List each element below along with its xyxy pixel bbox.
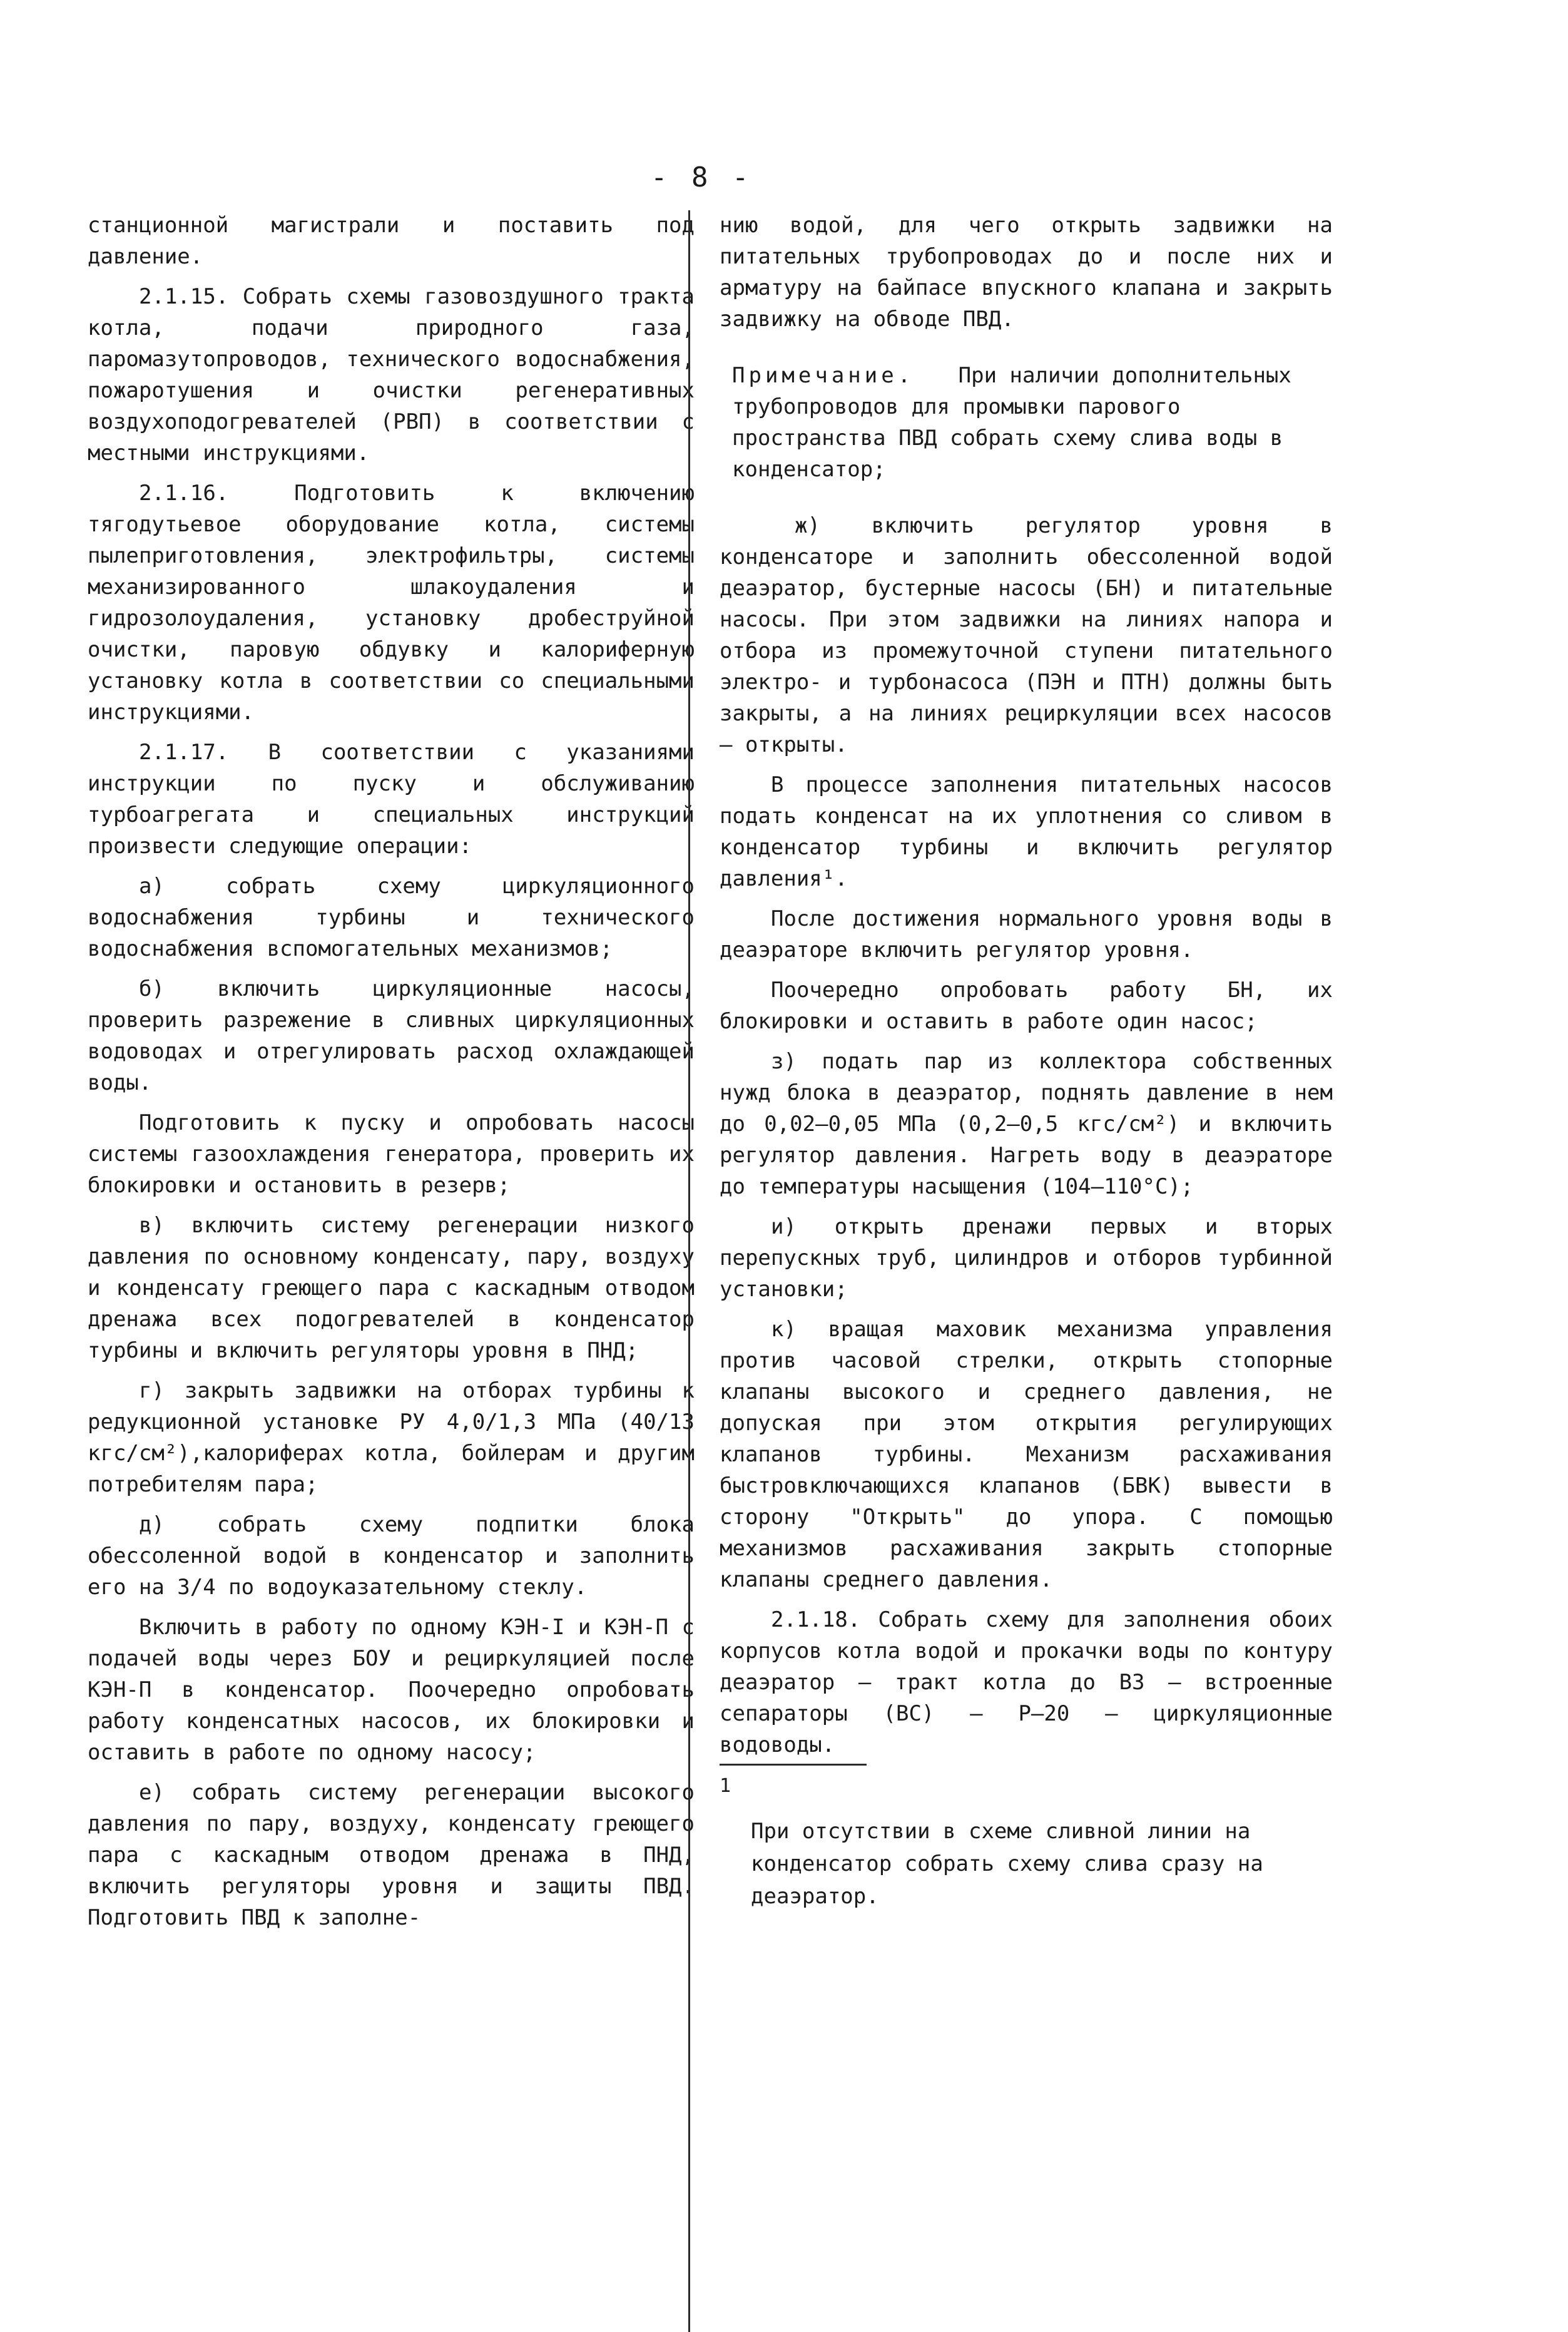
footnote-rule: [720, 1764, 867, 1766]
footnote-text: При отсутствии в схеме сливной линии на конденсатор собрать схему слива сразу на деаэратор.: [751, 1819, 1263, 1909]
right-column: [720, 210, 1333, 1769]
page-number: - 8 -: [651, 161, 753, 193]
paragraph: Включить в работу по одному КЭН-I и КЭН-П с подачей воды через БОУ и рециркуляцией после КЭН-П в конденсатор. Поочередно опробовать работу конденсатных насосов, их блокировки и оставить в работе по одному насосу;: [88, 1615, 695, 1765]
left-column: [88, 210, 695, 1942]
note-block: [720, 360, 1333, 485]
paragraph: нию водой, для чего открыть задвижки на питательных трубопроводах до и после них и арматуру на байпасе впускного клапана и закрыть задвижку на обводе ПВД.: [720, 213, 1333, 332]
section-2-1-17: 2.1.17. В соответствии с указаниями инструкции по пуску и обслуживанию турбоагрегата и специальных инструкций произвести следующие операции:: [88, 740, 695, 859]
note-text: При наличии дополнительных трубопроводов для промывки парового пространства ПВД собрать схему слива воды в конденсатор;: [732, 363, 1291, 482]
item-d: д) собрать схему подпитки блока обессоленной водой в конденсатор и заполнить его на 3/4 по водоуказательному стеклу.: [88, 1512, 695, 1600]
note-label: Примечание.: [732, 363, 915, 388]
section-2-1-18: 2.1.18. Собрать схему для заполнения обоих корпусов котла водой и прокачки воды по контуру деаэратор – тракт котла до ВЗ – встроенные сепараторы (ВС) – Р–20 – циркуляционные водоводы.: [720, 1607, 1333, 1757]
paragraph: После достижения нормального уровня воды в деаэраторе включить регулятор уровня.: [720, 906, 1333, 963]
item-e: е) собрать систему регенерации высокого давления по пару, воздуху, конденсату греющего пара с каскадным отводом дренажа в ПНД, включить регуляторы уровня и защиты ПВД. Подготовить ПВД к заполне-: [88, 1780, 695, 1930]
item-b: б) включить циркуляционные насосы, проверить разрежение в сливных циркуляционных водоводах и отрегулировать расход охлаждающей воды.: [88, 976, 695, 1095]
item-v: в) включить систему регенерации низкого давления по основному конденсату, пару, воздуху и конденсату греющего пара с каскадным отводом дренажа всех подогревателей в конденсатор турбины и включить регуляторы уровня в ПНД;: [88, 1213, 695, 1363]
item-i: и) открыть дренажи первых и вторых перепускных труб, цилиндров и отборов турбинной установки;: [720, 1214, 1333, 1302]
item-zh: ж) включить регулятор уровня в конденсаторе и заполнить обессоленной водой деаэратор, бустерные насосы (БН) и питательные насосы. При этом задвижки на линиях напора и отбора из промежуточной ступени питательного электро- и турбонасоса (ПЭН и ПТН) должны быть закрыты, а на линиях рециркуляции всех насосов — открыты.: [720, 513, 1333, 757]
paragraph: В процессе заполнения питательных насосов подать конденсат на их уплотнения со сливом в конденсатор турбины и включить регулятор давления¹.: [720, 772, 1333, 891]
item-z: з) подать пар из коллектора собственных нужд блока в деаэратор, поднять давление в нем до 0,02–0,05 МПа (0,2–0,5 кгс/см²) и включить регулятор давления. Нагреть воду в деаэраторе до температуры насыщения (104–110°С);: [720, 1049, 1333, 1199]
paragraph: Поочередно опробовать работу БН, их блокировки и оставить в работе один насос;: [720, 978, 1333, 1034]
section-2-1-16: 2.1.16. Подготовить к включению тягодутьевое оборудование котла, системы пылеприготовления, электрофильтры, системы механизированного шлакоудаления и гидрозолоудаления, установку дробеструйной очистки, паровую обдувку и калориферную установку котла в соответствии со специальными инструкциями.: [88, 481, 695, 725]
item-k: к) вращая маховик механизма управления против часовой стрелки, открыть стопорные клапаны высокого и среднего давления, не допуская при этом открытия регулирующих клапанов турбины. Механизм расхаживания быстровключающихся клапанов (БВК) вывести в сторону "Открыть" до упора. С помощью механизмов расхаживания закрыть стопорные клапаны среднего давления.: [720, 1317, 1333, 1592]
column-divider: [688, 210, 690, 2332]
section-2-1-15: 2.1.15. Собрать схемы газовоздушного тракта котла, подачи природного газа, паромазутопроводов, технического водоснабжения, пожаротушения и очистки регенеративных воздухоподогревателей (РВП) в соответствии с местными инструкциями.: [88, 284, 695, 466]
item-a: а) собрать схему циркуляционного водоснабжения турбины и технического водоснабжения вспомогательных механизмов;: [88, 874, 695, 961]
item-g: г) закрыть задвижки на отборах турбины к редукционной установке РУ 4,0/1,3 МПа (40/13 кгс/см²),калориферах котла, бойлерам и другим потребителям пара;: [88, 1378, 695, 1497]
footnote-mark: 1: [720, 1775, 731, 1797]
paragraph: станционной магистрали и поставить под давление.: [88, 213, 695, 269]
paragraph: Подготовить к пуску и опробовать насосы системы газоохлаждения генератора, проверить их блокировки и остановить в резерв;: [88, 1110, 695, 1198]
